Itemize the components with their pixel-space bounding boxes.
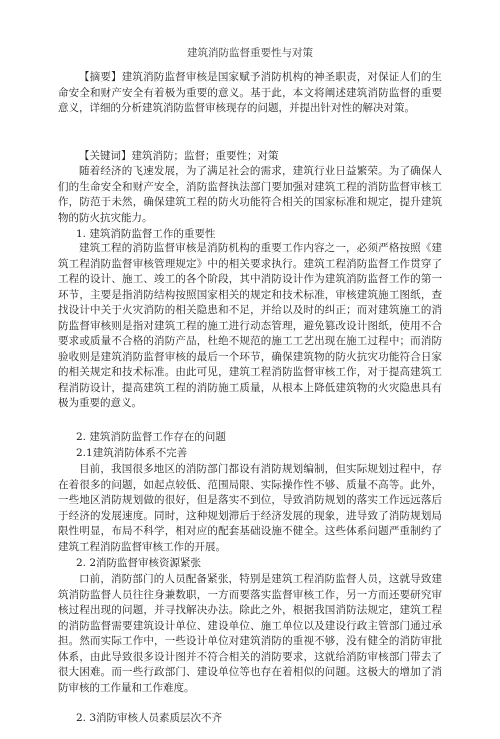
abstract-paragraph: 【摘要】建筑消防监督审核是国家赋予消防机构的神圣职责，对保证人们的生命安全和财产安全有着极为重要的意义。基于此，本文将阐述建筑消防监督的重要意义，详细的分析建筑消防监督审核现存的问题，并提出针对性的解决对策。	[58, 71, 442, 114]
section-1-paragraph: 建筑工程的消防监督审核是消防机构的重要工作内容之一，必须严格按照《建筑工程消防监督审核管理规定》中的相关要求执行。建筑工程消防监督工作贯穿了工程的设计、施工、竣工的各个阶段，其中消防设计作为建筑消防监督工作的第一环节，主要是指消防结构按照国家相关的规定和技术标准，审核建筑施工图纸，查找设计中关于火灾消防的相关隐患和不足，并给以及时的纠正；而对建筑施工的消防监督审核则是指对建筑工程的施工进行动态管理，避免篡改设计图纸，使用不合要求或质量不合格的消防产品，杜绝不规范的施工工艺出现在施工过程中；而消防验收则是建筑消防监督审核的最后一个环节，确保建筑物的防火抗灾功能符合日家的相关规定和技术标准。由此可见，建筑工程消防监督审核工作，对于提高建筑工程消防设计，提高建筑工程的消防施工质量，从根本上降低建筑物的火灾隐患具有极为重要的意义。	[58, 242, 442, 409]
subsection-heading-2-2: 2. 2消防监督审核资源紧张	[76, 557, 202, 569]
section-heading-1: 1. 建筑消防监督工作的重要性	[76, 228, 216, 240]
subsection-2-1-paragraph: 目前，我国很多地区的消防部门都设有消防规划编制，但实际规划过程中，存在着很多的问题，如起点较低、范围局限、实际操作性不够、质量不高等。此外，一些地区消防规划做的很好，但是落实不到位，导致消防规划的落实工作远远落后于经济的发展速度。同时，这种规划滞后于经济发展的现象，进导致了消防规划局限性明显，布局不科学，相对应的配套基础设施不健全。这些体系问题严重制约了建筑工程消防监督审核工作的开展。	[58, 463, 442, 553]
subsection-2-2-paragraph: 口前，消防部门的人员配备紧张，特别是建筑工程消防监督人员，这就导致建筑消防监督人员往往身兼数职，一方而要落实监督审核工作，另一方而还要研究审核过程出现的问题，并寻找解决办法。除此之外，根据我国消防法规定，建筑工程的消防监督需要建筑设计单位、建设单位、施工单位以及建设行政主管部门通过承担。然而实际工作中，一些设计单位对建筑消防的重视不够，没有健全的消防审批体系，由此导致很多设计图并不符合相关的消防要求，这就给消防审核部门带去了很大困难。而一些行政部门、建设单位等也存在着相似的问题。这极大的增加了消防审核的工作量和工作难度。	[58, 573, 442, 694]
intro-paragraph: 随着经济的飞速发展，为了满足社会的需求，建筑行业日益繁荣。为了确保人们的生命安全和财产安全，消防监督执法部门要加强对建筑工程的消防监督审核工作，防范于未然，确保建筑工程的防火功能符合相关的国家标准和规定，提升建筑物的防火抗灾能力。	[58, 165, 442, 224]
subsection-heading-2-1: 2.1建筑消防体系不完善	[76, 447, 188, 459]
section-heading-2: 2. 建筑消防监督工作存在的问题	[76, 431, 226, 443]
subsection-heading-2-3: 2. 3消防审核人员素质层次不齐	[76, 712, 223, 724]
page-title: 建筑消防监督重要性与对策	[187, 47, 313, 59]
keywords-line: 【关键词】建筑消防；监督；重要性；对策	[79, 150, 279, 162]
